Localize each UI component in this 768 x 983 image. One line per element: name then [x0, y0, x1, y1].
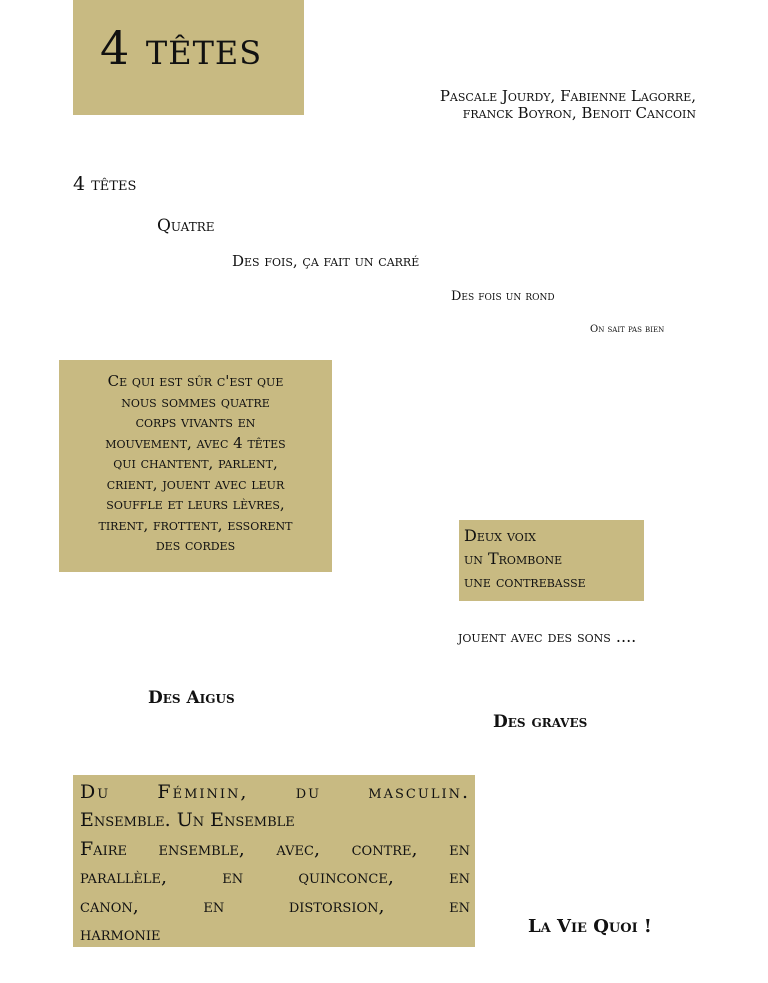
authors-line: Pascale Jourdy, Fabienne Lagorre,	[439, 87, 696, 105]
graves-label: Des graves	[493, 712, 588, 732]
text-line: canon, en distorsion, en	[80, 894, 470, 917]
poem-line-sait-pas: On sait pas bien	[590, 324, 665, 335]
text-line: crient, jouent avec leur	[106, 474, 285, 493]
text-line: Du Féminin, du masculin.	[80, 781, 470, 803]
text-line: nous sommes quatre	[121, 392, 270, 411]
text-line: un Trombone	[464, 549, 563, 568]
text-line: corps vivants en	[135, 413, 256, 431]
sounds-line: jouent avec des sons ....	[458, 627, 637, 646]
ensemble-text	[80, 778, 470, 948]
poem-heading: 4 têtes	[73, 173, 137, 195]
authors	[366, 88, 696, 122]
aigus-label: Des Aigus	[148, 688, 235, 708]
poem-line-rond: Des fois un rond	[451, 289, 555, 304]
text-line: souffle et leurs lèvres,	[106, 495, 285, 513]
instruments-text	[464, 524, 586, 593]
text-line: tirent, frottent, essorent	[98, 515, 293, 534]
text-line: Ensemble. Un Ensemble	[80, 809, 295, 832]
text-line: Ce qui est sûr c'est que	[107, 372, 284, 390]
text-line: des cordes	[155, 536, 236, 554]
text-line: mouvement, avec 4 têtes	[105, 433, 286, 452]
text-line: Deux voix	[464, 526, 536, 545]
text-line: Faire ensemble, avec, contre, en	[80, 837, 470, 860]
text-line: qui chantent, parlent,	[113, 454, 278, 472]
closing-line: La Vie Quoi !	[528, 916, 652, 937]
description-text	[63, 371, 328, 556]
authors-line: franck Boyron, Benoit Cancoin	[462, 104, 696, 122]
text-line: parallèle, en quinconce, en	[80, 866, 470, 889]
text-line: harmonie	[80, 923, 161, 946]
poem-line-carre: Des fois, ça fait un carré	[232, 252, 420, 270]
text-line: une contrebasse	[464, 572, 586, 591]
poem-line-quatre: Quatre	[157, 216, 215, 236]
page-title: 4 têtes	[100, 21, 263, 75]
